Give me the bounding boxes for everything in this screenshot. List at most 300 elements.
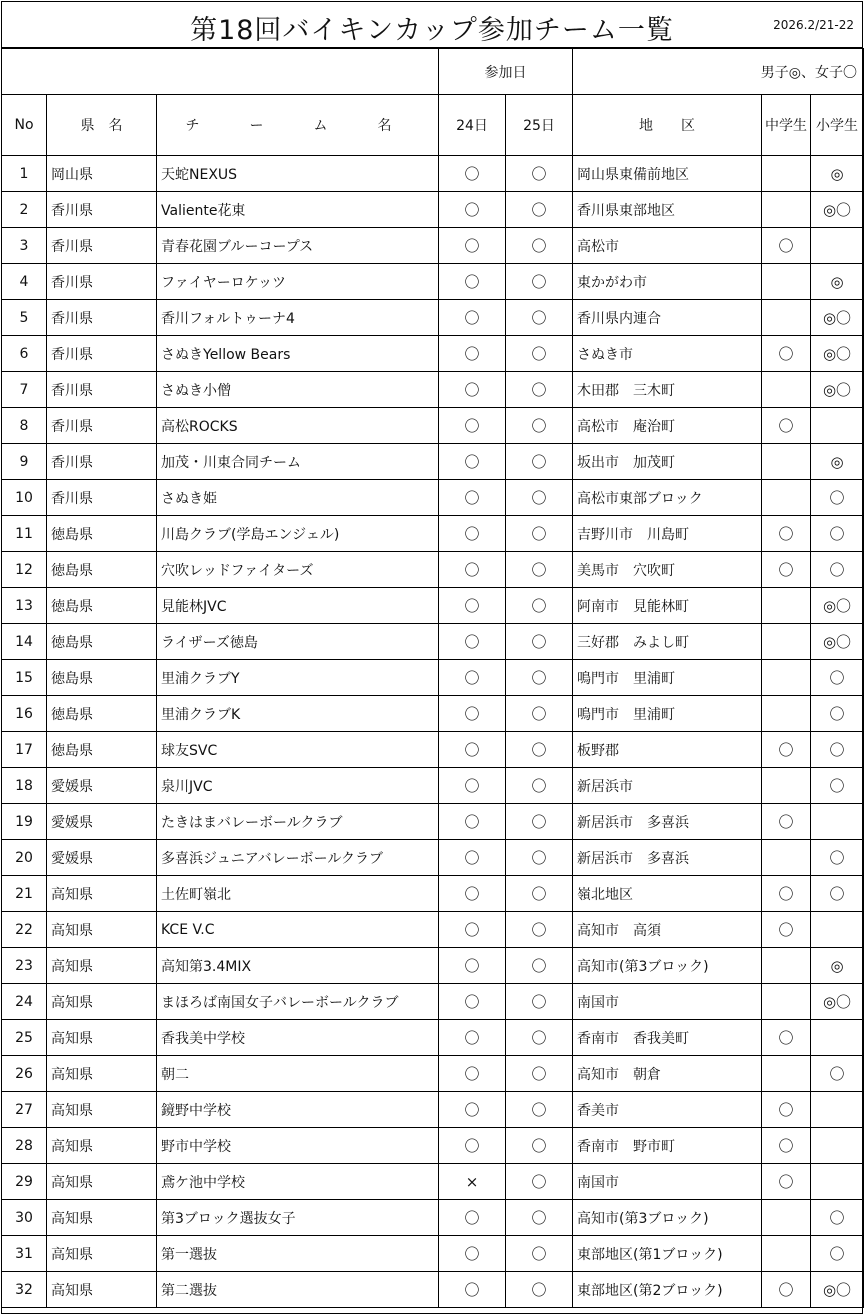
row-day-25: 〇 bbox=[506, 732, 573, 768]
row-number: 29 bbox=[2, 1164, 47, 1200]
row-team-name: まほろば南国女子バレーボールクラブ bbox=[157, 984, 439, 1020]
row-area: 香川県内連合 bbox=[573, 300, 762, 336]
row-area: 岡山県東備前地区 bbox=[573, 156, 762, 192]
title-bar bbox=[2, 2, 862, 48]
table-row bbox=[2, 696, 864, 732]
row-elementary: ◎〇 bbox=[811, 372, 864, 408]
row-junior-high bbox=[762, 984, 811, 1020]
row-team-name: さぬき姫 bbox=[157, 480, 439, 516]
header-legend: 男子◎、女子〇 bbox=[573, 49, 864, 95]
row-area: 香美市 bbox=[573, 1092, 762, 1128]
table-row bbox=[2, 1092, 864, 1128]
row-day-25: 〇 bbox=[506, 552, 573, 588]
row-day-25: 〇 bbox=[506, 1200, 573, 1236]
row-junior-high bbox=[762, 696, 811, 732]
row-prefecture: 香川県 bbox=[47, 372, 157, 408]
row-elementary bbox=[811, 1092, 864, 1128]
row-area: 吉野川市 川島町 bbox=[573, 516, 762, 552]
row-junior-high bbox=[762, 156, 811, 192]
row-number: 22 bbox=[2, 912, 47, 948]
row-number: 7 bbox=[2, 372, 47, 408]
table-row bbox=[2, 912, 864, 948]
row-number: 30 bbox=[2, 1200, 47, 1236]
row-elementary: 〇 bbox=[811, 480, 864, 516]
row-area: 東部地区(第2ブロック) bbox=[573, 1272, 762, 1308]
row-prefecture: 香川県 bbox=[47, 192, 157, 228]
row-elementary: ◎〇 bbox=[811, 336, 864, 372]
header-day-25: 25日 bbox=[506, 95, 573, 156]
row-prefecture: 香川県 bbox=[47, 444, 157, 480]
row-prefecture: 徳島県 bbox=[47, 624, 157, 660]
row-team-name: ファイヤーロケッツ bbox=[157, 264, 439, 300]
row-junior-high bbox=[762, 624, 811, 660]
row-team-name: 加茂・川東合同チーム bbox=[157, 444, 439, 480]
row-prefecture: 愛媛県 bbox=[47, 804, 157, 840]
row-elementary: 〇 bbox=[811, 768, 864, 804]
row-junior-high bbox=[762, 1236, 811, 1272]
row-day-25: 〇 bbox=[506, 336, 573, 372]
row-team-name: 第二選抜 bbox=[157, 1272, 439, 1308]
row-team-name: 見能林JVC bbox=[157, 588, 439, 624]
table-row bbox=[2, 588, 864, 624]
row-day-25: 〇 bbox=[506, 480, 573, 516]
row-day-24: 〇 bbox=[439, 984, 506, 1020]
row-day-25: 〇 bbox=[506, 1236, 573, 1272]
row-day-24: 〇 bbox=[439, 552, 506, 588]
row-day-24: 〇 bbox=[439, 408, 506, 444]
row-area: 鳴門市 里浦町 bbox=[573, 660, 762, 696]
row-day-24: 〇 bbox=[439, 336, 506, 372]
table-row bbox=[2, 804, 864, 840]
row-day-24: 〇 bbox=[439, 948, 506, 984]
row-area: 東かがわ市 bbox=[573, 264, 762, 300]
row-elementary: ◎〇 bbox=[811, 192, 864, 228]
row-number: 23 bbox=[2, 948, 47, 984]
row-team-name: 天蛇NEXUS bbox=[157, 156, 439, 192]
row-prefecture: 高知県 bbox=[47, 876, 157, 912]
header-day-24: 24日 bbox=[439, 95, 506, 156]
row-number: 11 bbox=[2, 516, 47, 552]
row-number: 12 bbox=[2, 552, 47, 588]
row-number: 14 bbox=[2, 624, 47, 660]
table-row bbox=[2, 336, 864, 372]
row-prefecture: 高知県 bbox=[47, 912, 157, 948]
row-day-24: 〇 bbox=[439, 1128, 506, 1164]
row-elementary bbox=[811, 912, 864, 948]
row-prefecture: 徳島県 bbox=[47, 696, 157, 732]
row-prefecture: 愛媛県 bbox=[47, 768, 157, 804]
row-team-name: たきはまバレーボールクラブ bbox=[157, 804, 439, 840]
row-area: 高松市 庵治町 bbox=[573, 408, 762, 444]
table-row bbox=[2, 156, 864, 192]
table-row bbox=[2, 948, 864, 984]
row-day-25: 〇 bbox=[506, 1272, 573, 1308]
row-area: 木田郡 三木町 bbox=[573, 372, 762, 408]
row-team-name: 球友SVC bbox=[157, 732, 439, 768]
row-elementary bbox=[811, 228, 864, 264]
row-day-24: 〇 bbox=[439, 732, 506, 768]
row-day-24: 〇 bbox=[439, 372, 506, 408]
row-day-25: 〇 bbox=[506, 1164, 573, 1200]
table-row bbox=[2, 1056, 864, 1092]
table-row bbox=[2, 1020, 864, 1056]
row-day-24: 〇 bbox=[439, 444, 506, 480]
header-elementary: 小学生 bbox=[811, 95, 864, 156]
row-elementary: ◎〇 bbox=[811, 300, 864, 336]
row-prefecture: 高知県 bbox=[47, 1092, 157, 1128]
row-prefecture: 徳島県 bbox=[47, 732, 157, 768]
table-row bbox=[2, 408, 864, 444]
row-elementary bbox=[811, 804, 864, 840]
table-row bbox=[2, 732, 864, 768]
row-team-name: 穴吹レッドファイターズ bbox=[157, 552, 439, 588]
row-day-24: 〇 bbox=[439, 480, 506, 516]
row-team-name: 香川フォルトゥーナ4 bbox=[157, 300, 439, 336]
row-area: 香南市 野市町 bbox=[573, 1128, 762, 1164]
header-team-name: チ ー ム 名 bbox=[157, 95, 439, 156]
row-day-24: 〇 bbox=[439, 768, 506, 804]
row-prefecture: 高知県 bbox=[47, 1272, 157, 1308]
row-number: 4 bbox=[2, 264, 47, 300]
row-day-25: 〇 bbox=[506, 156, 573, 192]
row-prefecture: 愛媛県 bbox=[47, 840, 157, 876]
row-area: 板野郡 bbox=[573, 732, 762, 768]
row-day-25: 〇 bbox=[506, 1092, 573, 1128]
row-area: 阿南市 見能林町 bbox=[573, 588, 762, 624]
row-junior-high bbox=[762, 372, 811, 408]
header-blank-cell bbox=[2, 49, 439, 95]
table-row bbox=[2, 552, 864, 588]
row-day-24: 〇 bbox=[439, 228, 506, 264]
row-junior-high: 〇 bbox=[762, 336, 811, 372]
row-day-24: 〇 bbox=[439, 624, 506, 660]
row-day-25: 〇 bbox=[506, 1020, 573, 1056]
row-team-name: Valiente花東 bbox=[157, 192, 439, 228]
row-day-25: 〇 bbox=[506, 804, 573, 840]
row-number: 9 bbox=[2, 444, 47, 480]
row-day-25: 〇 bbox=[506, 516, 573, 552]
row-number: 13 bbox=[2, 588, 47, 624]
row-team-name: 香我美中学校 bbox=[157, 1020, 439, 1056]
header-area: 地 区 bbox=[573, 95, 762, 156]
row-elementary: 〇 bbox=[811, 876, 864, 912]
row-elementary: 〇 bbox=[811, 1056, 864, 1092]
header-junior-high: 中学生 bbox=[762, 95, 811, 156]
table-row bbox=[2, 624, 864, 660]
row-day-25: 〇 bbox=[506, 1128, 573, 1164]
row-team-name: 多喜浜ジュニアバレーボールクラブ bbox=[157, 840, 439, 876]
row-junior-high: 〇 bbox=[762, 732, 811, 768]
row-area: 嶺北地区 bbox=[573, 876, 762, 912]
row-elementary: ◎ bbox=[811, 264, 864, 300]
team-table bbox=[1, 48, 864, 1308]
header-row-columns bbox=[2, 95, 864, 156]
row-junior-high: 〇 bbox=[762, 1092, 811, 1128]
row-day-25: 〇 bbox=[506, 408, 573, 444]
row-prefecture: 高知県 bbox=[47, 1020, 157, 1056]
row-prefecture: 高知県 bbox=[47, 1056, 157, 1092]
row-area: 三好郡 みよし町 bbox=[573, 624, 762, 660]
row-day-24: 〇 bbox=[439, 1236, 506, 1272]
row-area: 香川県東部地区 bbox=[573, 192, 762, 228]
row-team-name: 第3ブロック選抜女子 bbox=[157, 1200, 439, 1236]
row-team-name: 土佐町嶺北 bbox=[157, 876, 439, 912]
table-row bbox=[2, 480, 864, 516]
row-day-24: 〇 bbox=[439, 588, 506, 624]
row-team-name: 泉川JVC bbox=[157, 768, 439, 804]
row-area: 高知市 朝倉 bbox=[573, 1056, 762, 1092]
row-area: 香南市 香我美町 bbox=[573, 1020, 762, 1056]
row-junior-high bbox=[762, 480, 811, 516]
row-junior-high: 〇 bbox=[762, 1128, 811, 1164]
row-area: 鳴門市 里浦町 bbox=[573, 696, 762, 732]
row-elementary: ◎ bbox=[811, 156, 864, 192]
table-row bbox=[2, 840, 864, 876]
row-day-25: 〇 bbox=[506, 768, 573, 804]
row-area: 高松市東部ブロック bbox=[573, 480, 762, 516]
row-elementary bbox=[811, 1128, 864, 1164]
row-number: 16 bbox=[2, 696, 47, 732]
table-row bbox=[2, 768, 864, 804]
row-junior-high: 〇 bbox=[762, 912, 811, 948]
table-row bbox=[2, 1128, 864, 1164]
row-team-name: さぬき小僧 bbox=[157, 372, 439, 408]
table-row bbox=[2, 444, 864, 480]
row-prefecture: 高知県 bbox=[47, 1236, 157, 1272]
row-day-24: 〇 bbox=[439, 912, 506, 948]
table-row bbox=[2, 984, 864, 1020]
row-team-name: 鳶ケ池中学校 bbox=[157, 1164, 439, 1200]
row-junior-high bbox=[762, 192, 811, 228]
row-junior-high bbox=[762, 1056, 811, 1092]
row-number: 8 bbox=[2, 408, 47, 444]
row-day-25: 〇 bbox=[506, 660, 573, 696]
row-day-24: 〇 bbox=[439, 300, 506, 336]
table-row bbox=[2, 660, 864, 696]
row-day-25: 〇 bbox=[506, 228, 573, 264]
row-area: 新居浜市 bbox=[573, 768, 762, 804]
row-day-24: 〇 bbox=[439, 804, 506, 840]
row-junior-high: 〇 bbox=[762, 1020, 811, 1056]
row-prefecture: 香川県 bbox=[47, 300, 157, 336]
row-elementary bbox=[811, 408, 864, 444]
table-row bbox=[2, 192, 864, 228]
row-junior-high: 〇 bbox=[762, 876, 811, 912]
row-prefecture: 徳島県 bbox=[47, 660, 157, 696]
row-elementary: ◎ bbox=[811, 444, 864, 480]
row-elementary: 〇 bbox=[811, 732, 864, 768]
row-junior-high bbox=[762, 300, 811, 336]
row-elementary: 〇 bbox=[811, 660, 864, 696]
row-junior-high: 〇 bbox=[762, 552, 811, 588]
row-day-24: 〇 bbox=[439, 516, 506, 552]
table-row bbox=[2, 1272, 864, 1308]
row-team-name: 里浦クラブK bbox=[157, 696, 439, 732]
row-elementary: ◎〇 bbox=[811, 1272, 864, 1308]
row-day-25: 〇 bbox=[506, 192, 573, 228]
row-day-24: 〇 bbox=[439, 1272, 506, 1308]
page-title: 第18回バイキンカップ参加チーム一覧 bbox=[190, 15, 674, 46]
row-team-name: KCE V.C bbox=[157, 912, 439, 948]
row-team-name: ライザーズ徳島 bbox=[157, 624, 439, 660]
row-prefecture: 徳島県 bbox=[47, 516, 157, 552]
row-elementary: 〇 bbox=[811, 840, 864, 876]
table-row bbox=[2, 1236, 864, 1272]
row-number: 32 bbox=[2, 1272, 47, 1308]
row-area: 高松市 bbox=[573, 228, 762, 264]
row-elementary bbox=[811, 1020, 864, 1056]
row-prefecture: 高知県 bbox=[47, 948, 157, 984]
row-area: 高知市(第3ブロック) bbox=[573, 1200, 762, 1236]
row-junior-high bbox=[762, 660, 811, 696]
row-team-name: 野市中学校 bbox=[157, 1128, 439, 1164]
row-day-25: 〇 bbox=[506, 1056, 573, 1092]
table-row bbox=[2, 264, 864, 300]
row-team-name: 高知第3.4MIX bbox=[157, 948, 439, 984]
row-junior-high bbox=[762, 588, 811, 624]
row-number: 5 bbox=[2, 300, 47, 336]
row-elementary: 〇 bbox=[811, 516, 864, 552]
row-area: 新居浜市 多喜浜 bbox=[573, 804, 762, 840]
row-junior-high: 〇 bbox=[762, 1164, 811, 1200]
row-day-25: 〇 bbox=[506, 264, 573, 300]
row-number: 25 bbox=[2, 1020, 47, 1056]
row-junior-high bbox=[762, 444, 811, 480]
row-area: 高知市 高須 bbox=[573, 912, 762, 948]
row-area: 南国市 bbox=[573, 1164, 762, 1200]
row-area: 高知市(第3ブロック) bbox=[573, 948, 762, 984]
row-number: 17 bbox=[2, 732, 47, 768]
row-junior-high: 〇 bbox=[762, 228, 811, 264]
row-elementary: ◎〇 bbox=[811, 624, 864, 660]
table-row bbox=[2, 1200, 864, 1236]
row-junior-high bbox=[762, 264, 811, 300]
row-day-24: 〇 bbox=[439, 660, 506, 696]
row-number: 28 bbox=[2, 1128, 47, 1164]
row-number: 20 bbox=[2, 840, 47, 876]
row-junior-high: 〇 bbox=[762, 804, 811, 840]
row-prefecture: 高知県 bbox=[47, 1164, 157, 1200]
row-junior-high bbox=[762, 768, 811, 804]
row-junior-high bbox=[762, 948, 811, 984]
row-day-25: 〇 bbox=[506, 624, 573, 660]
row-day-25: 〇 bbox=[506, 948, 573, 984]
row-team-name: さぬきYellow Bears bbox=[157, 336, 439, 372]
row-team-name: 鏡野中学校 bbox=[157, 1092, 439, 1128]
row-day-24: 〇 bbox=[439, 876, 506, 912]
row-junior-high: 〇 bbox=[762, 516, 811, 552]
row-area: 美馬市 穴吹町 bbox=[573, 552, 762, 588]
row-junior-high: 〇 bbox=[762, 408, 811, 444]
row-number: 27 bbox=[2, 1092, 47, 1128]
table-row bbox=[2, 300, 864, 336]
header-participation-days: 参加日 bbox=[439, 49, 573, 95]
header-prefecture: 県 名 bbox=[47, 95, 157, 156]
row-number: 3 bbox=[2, 228, 47, 264]
row-day-25: 〇 bbox=[506, 588, 573, 624]
row-day-25: 〇 bbox=[506, 372, 573, 408]
row-day-25: 〇 bbox=[506, 876, 573, 912]
row-team-name: 第一選抜 bbox=[157, 1236, 439, 1272]
row-elementary: 〇 bbox=[811, 696, 864, 732]
row-elementary: 〇 bbox=[811, 1200, 864, 1236]
row-prefecture: 高知県 bbox=[47, 1200, 157, 1236]
row-elementary: 〇 bbox=[811, 552, 864, 588]
table-row bbox=[2, 228, 864, 264]
row-day-24: 〇 bbox=[439, 1020, 506, 1056]
event-date: 2026.2/21-22 bbox=[773, 18, 854, 32]
row-elementary bbox=[811, 1164, 864, 1200]
row-prefecture: 高知県 bbox=[47, 1128, 157, 1164]
row-prefecture: 高知県 bbox=[47, 984, 157, 1020]
row-elementary: ◎〇 bbox=[811, 984, 864, 1020]
table-row bbox=[2, 516, 864, 552]
row-day-25: 〇 bbox=[506, 840, 573, 876]
row-team-name: 青春花園ブルーコープス bbox=[157, 228, 439, 264]
row-number: 1 bbox=[2, 156, 47, 192]
row-area: さぬき市 bbox=[573, 336, 762, 372]
row-team-name: 朝二 bbox=[157, 1056, 439, 1092]
header-row-top bbox=[2, 49, 864, 95]
row-day-24: 〇 bbox=[439, 696, 506, 732]
row-prefecture: 徳島県 bbox=[47, 552, 157, 588]
row-number: 6 bbox=[2, 336, 47, 372]
row-number: 24 bbox=[2, 984, 47, 1020]
row-number: 15 bbox=[2, 660, 47, 696]
row-elementary: ◎〇 bbox=[811, 588, 864, 624]
row-day-24: 〇 bbox=[439, 840, 506, 876]
table-row bbox=[2, 372, 864, 408]
row-day-24: 〇 bbox=[439, 1200, 506, 1236]
row-area: 南国市 bbox=[573, 984, 762, 1020]
row-number: 26 bbox=[2, 1056, 47, 1092]
row-prefecture: 香川県 bbox=[47, 264, 157, 300]
row-day-25: 〇 bbox=[506, 300, 573, 336]
row-area: 新居浜市 多喜浜 bbox=[573, 840, 762, 876]
row-day-24: 〇 bbox=[439, 192, 506, 228]
row-junior-high bbox=[762, 840, 811, 876]
row-day-25: 〇 bbox=[506, 912, 573, 948]
table-row bbox=[2, 1164, 864, 1200]
row-area: 東部地区(第1ブロック) bbox=[573, 1236, 762, 1272]
row-day-24: 〇 bbox=[439, 156, 506, 192]
row-number: 10 bbox=[2, 480, 47, 516]
row-team-name: 川島クラブ(学島エンジェル) bbox=[157, 516, 439, 552]
row-day-25: 〇 bbox=[506, 444, 573, 480]
row-prefecture: 香川県 bbox=[47, 480, 157, 516]
row-number: 21 bbox=[2, 876, 47, 912]
row-prefecture: 香川県 bbox=[47, 408, 157, 444]
row-prefecture: 徳島県 bbox=[47, 588, 157, 624]
row-number: 31 bbox=[2, 1236, 47, 1272]
row-area: 坂出市 加茂町 bbox=[573, 444, 762, 480]
row-day-24: × bbox=[439, 1164, 506, 1200]
row-elementary: ◎ bbox=[811, 948, 864, 984]
row-prefecture: 香川県 bbox=[47, 228, 157, 264]
row-junior-high: 〇 bbox=[762, 1272, 811, 1308]
row-day-25: 〇 bbox=[506, 984, 573, 1020]
row-number: 18 bbox=[2, 768, 47, 804]
header-no: No bbox=[2, 95, 47, 156]
row-day-24: 〇 bbox=[439, 264, 506, 300]
row-team-name: 高松ROCKS bbox=[157, 408, 439, 444]
row-day-24: 〇 bbox=[439, 1056, 506, 1092]
row-number: 19 bbox=[2, 804, 47, 840]
table-row bbox=[2, 876, 864, 912]
row-team-name: 里浦クラブY bbox=[157, 660, 439, 696]
row-elementary: 〇 bbox=[811, 1236, 864, 1272]
row-day-24: 〇 bbox=[439, 1092, 506, 1128]
